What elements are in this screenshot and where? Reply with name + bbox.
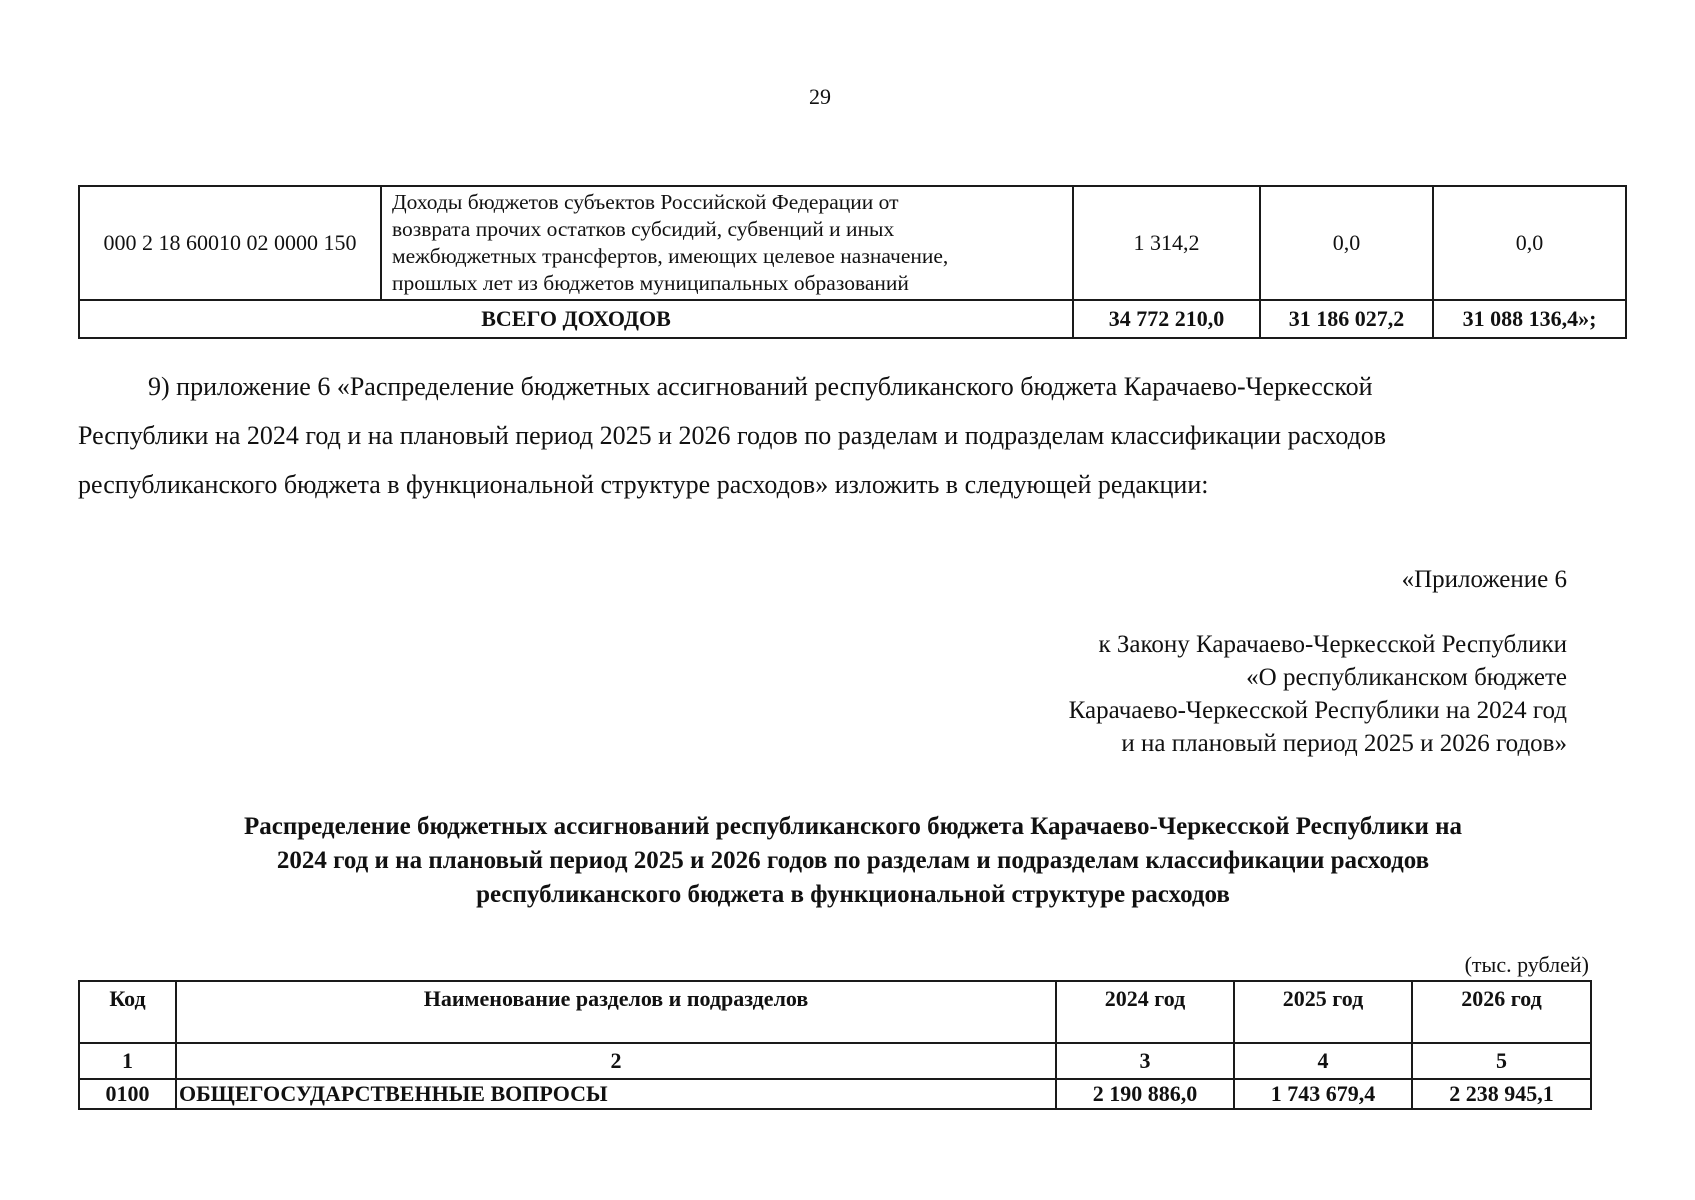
appendix-line: «О республиканском бюджете bbox=[1246, 664, 1567, 691]
revenue-code: 000 2 18 60010 02 0000 150 bbox=[79, 186, 381, 300]
appendix-line: к Закону Карачаево-Черкесской Республики bbox=[1098, 631, 1567, 658]
description-line: прошлых лет из бюджетов муниципальных образований bbox=[392, 271, 909, 295]
column-number-row bbox=[79, 1043, 1591, 1079]
description-line: межбюджетных трансфертов, имеющих целевое назначение, bbox=[392, 244, 949, 268]
column-number: 3 bbox=[1056, 1043, 1234, 1079]
total-2024: 34 772 210,0 bbox=[1073, 300, 1260, 338]
page-number: 29 bbox=[809, 84, 831, 109]
header-2026: 2026 год bbox=[1412, 981, 1591, 1043]
column-number: 1 bbox=[79, 1043, 176, 1079]
total-2025: 31 186 027,2 bbox=[1260, 300, 1433, 338]
heading-line: 2024 год и на плановый период 2025 и 2026 годов по разделам и подразделам классификации расходов bbox=[276, 847, 1430, 874]
table-header-row bbox=[79, 981, 1591, 1043]
appendix-line: Карачаево-Черкесской Республики на 2024 год bbox=[1068, 697, 1567, 724]
table-row bbox=[79, 1079, 1591, 1109]
value-2024: 2 190 886,0 bbox=[1056, 1079, 1234, 1109]
column-number: 2 bbox=[176, 1043, 1056, 1079]
amendment-paragraph bbox=[78, 362, 1566, 509]
section-heading bbox=[78, 810, 1628, 912]
appendix-reference bbox=[1069, 628, 1567, 760]
value-2024: 1 314,2 bbox=[1073, 186, 1260, 300]
heading-line: Распределение бюджетных ассигнований республиканского бюджета Карачаево-Черкесской Республики на bbox=[243, 813, 1463, 840]
units-label: (тыс. рублей) bbox=[1464, 952, 1589, 977]
total-2026: 31 088 136,4»; bbox=[1433, 300, 1626, 338]
section-code: 0100 bbox=[79, 1079, 176, 1109]
total-label: ВСЕГО ДОХОДОВ bbox=[79, 300, 1073, 338]
revenue-table bbox=[78, 185, 1627, 339]
heading-line: республиканского бюджета в функциональной структуре расходов bbox=[476, 881, 1230, 908]
paragraph-line: 9) приложение 6 «Распределение бюджетных ассигнований республиканского бюджета Карачаево-Черкесской bbox=[148, 372, 1373, 401]
paragraph-line: Республики на 2024 год и на плановый период 2025 и 2026 годов по разделам и подразделам классификации расходов bbox=[78, 421, 1387, 450]
column-number: 5 bbox=[1412, 1043, 1591, 1079]
header-2025: 2025 год bbox=[1234, 981, 1412, 1043]
revenue-description bbox=[381, 186, 1073, 300]
table-row bbox=[79, 186, 1626, 300]
paragraph-line: республиканского бюджета в функциональной структуре расходов» изложить в следующей редакции: bbox=[78, 470, 1209, 499]
description-line: Доходы бюджетов субъектов Российской Федерации от bbox=[392, 190, 899, 214]
column-number: 4 bbox=[1234, 1043, 1412, 1079]
header-2024: 2024 год bbox=[1056, 981, 1234, 1043]
description-line: возврата прочих остатков субсидий, субвенций и иных bbox=[392, 217, 895, 241]
allocation-table bbox=[78, 980, 1592, 1110]
appendix-line: и на плановый период 2025 и 2026 годов» bbox=[1121, 730, 1567, 757]
section-name: ОБЩЕГОСУДАРСТВЕННЫЕ ВОПРОСЫ bbox=[176, 1079, 1056, 1109]
header-code: Код bbox=[79, 981, 176, 1043]
value-2025: 1 743 679,4 bbox=[1234, 1079, 1412, 1109]
value-2026: 0,0 bbox=[1433, 186, 1626, 300]
value-2026: 2 238 945,1 bbox=[1412, 1079, 1591, 1109]
header-name: Наименование разделов и подразделов bbox=[176, 981, 1056, 1043]
total-row bbox=[79, 300, 1626, 338]
value-2025: 0,0 bbox=[1260, 186, 1433, 300]
appendix-title: «Приложение 6 bbox=[1401, 566, 1567, 593]
